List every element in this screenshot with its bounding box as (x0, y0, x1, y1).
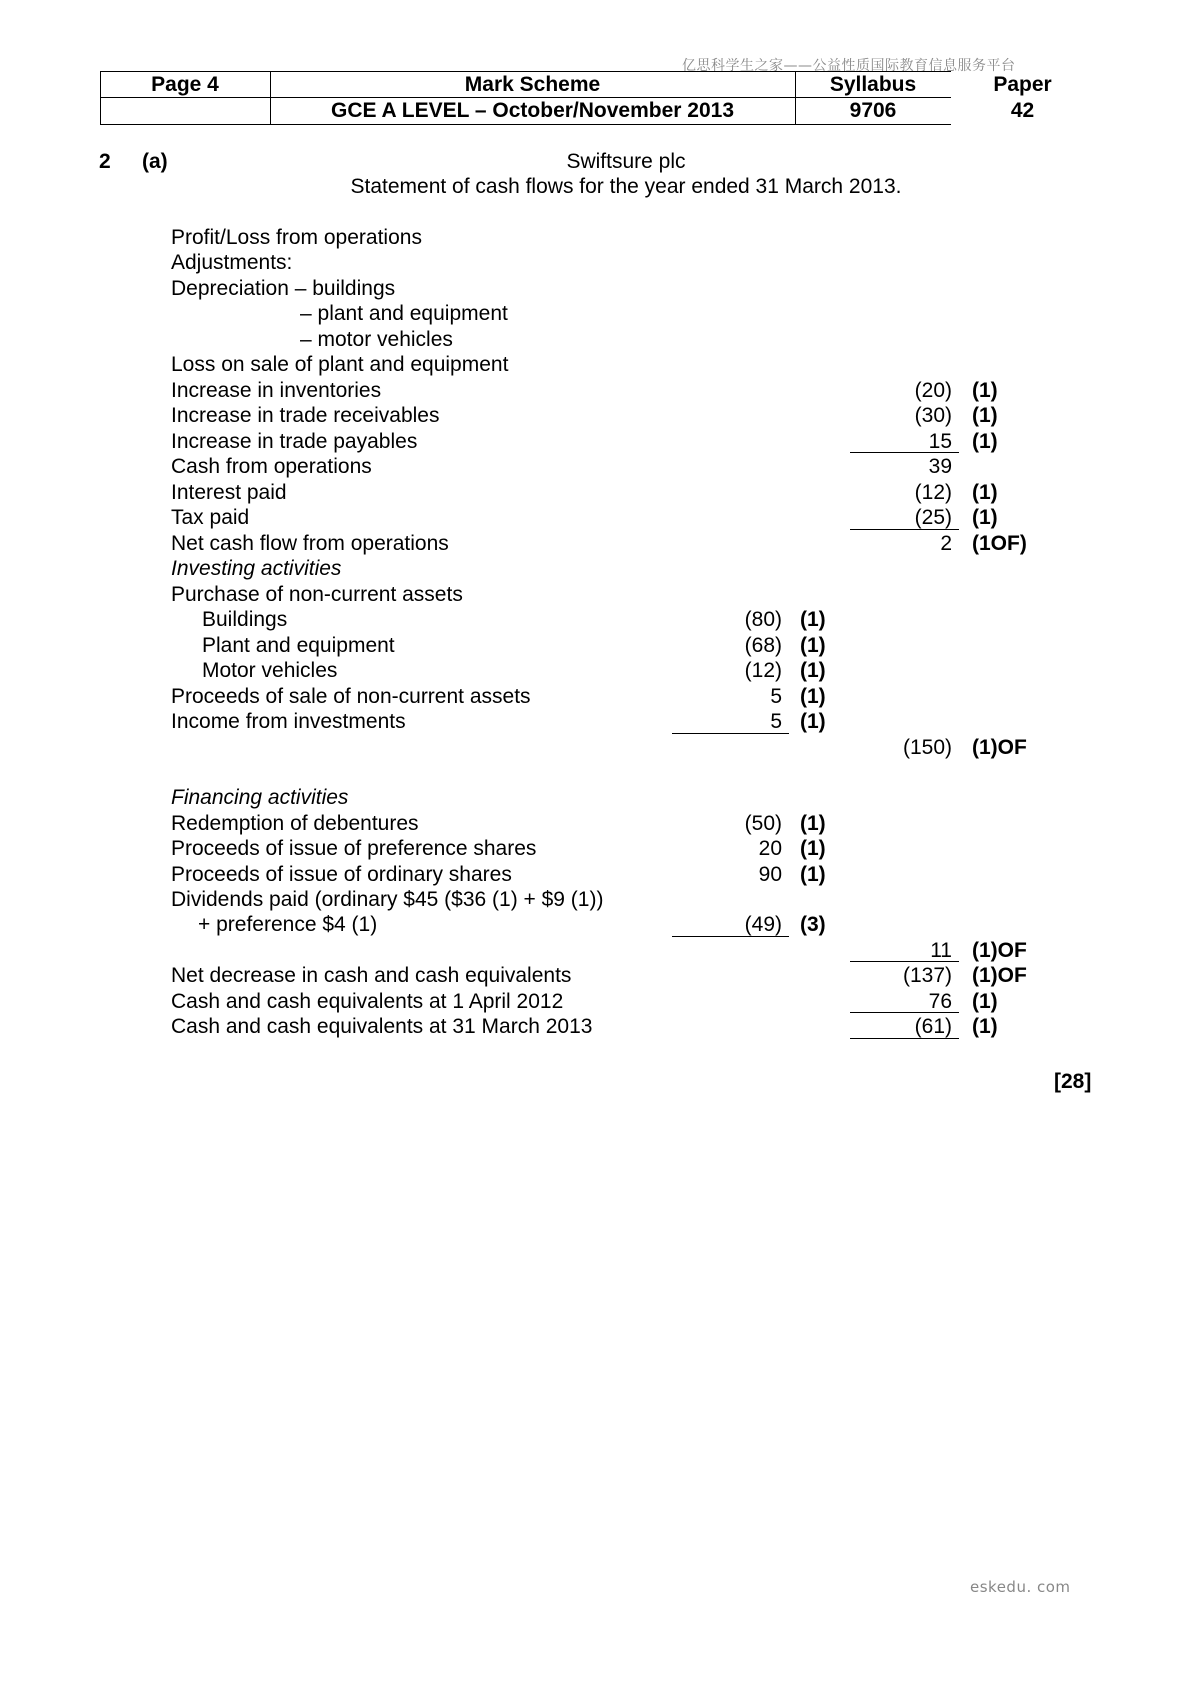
col1-value: (12) (744, 659, 782, 682)
row-label: Increase in inventories (171, 379, 382, 402)
header-page: Page 4 (151, 73, 219, 96)
col1-mark: (1) (800, 608, 826, 631)
col2-value: 11 (930, 939, 952, 962)
watermark-text: 亿思科学生之家——公益性质国际教育信息服务平台 (682, 58, 1016, 74)
row-label: Cash and cash equivalents at 31 March 2013 (171, 1015, 593, 1038)
col2-value: (137) (902, 964, 952, 987)
header-syllabus: 9706 (849, 99, 897, 122)
col2-value: (150) (902, 736, 952, 759)
row-label: Purchase of non-current assets (171, 583, 463, 606)
row-label: + preference $4 (1) (198, 913, 378, 936)
col2-mark: (1) (972, 430, 998, 453)
header-paper-label: Paper (993, 73, 1052, 96)
col2-mark: (1) (972, 404, 998, 427)
header-paper: 42 (1010, 99, 1035, 122)
col1-mark: (1) (800, 710, 826, 733)
col1-mark: (3) (800, 913, 826, 936)
row-label: Financing activities (171, 786, 349, 809)
col1-mark: (1) (800, 659, 826, 682)
col1-value: 5 (770, 685, 782, 708)
col2-mark: (1) (972, 506, 998, 529)
subtotal-rule (850, 1012, 959, 1013)
col1-mark: (1) (800, 634, 826, 657)
col2-value: (30) (914, 404, 952, 427)
col1-mark: (1) (800, 863, 826, 886)
row-label: Motor vehicles (202, 659, 338, 682)
footer-text: eskedu. com (970, 1578, 1071, 1596)
row-label: Cash and cash equivalents at 1 April 2012 (171, 990, 564, 1013)
row-label: Investing activities (171, 557, 342, 580)
question-part: (a) (142, 150, 168, 173)
row-label: Profit/Loss from operations (171, 226, 422, 249)
col2-value: (12) (914, 481, 952, 504)
row-label: Increase in trade receivables (171, 404, 440, 427)
subtotal-rule (850, 961, 959, 962)
subtotal-rule (850, 1038, 959, 1039)
row-label: Proceeds of issue of preference shares (171, 837, 537, 860)
row-label: Dividends paid (ordinary $45 ($36 (1) + $9 (1)) (171, 888, 604, 911)
header-syllabus-label: Syllabus (829, 73, 917, 96)
row-label: Redemption of debentures (171, 812, 419, 835)
col1-value: 20 (758, 837, 782, 860)
subtotal-rule (850, 529, 959, 530)
subtotal-rule (850, 452, 959, 453)
row-label: – motor vehicles (300, 328, 453, 351)
row-label: Buildings (202, 608, 288, 631)
row-label: Proceeds of sale of non-current assets (171, 685, 531, 708)
row-label: Net cash flow from operations (171, 532, 449, 555)
statement-title: Statement of cash flows for the year ended 31 March 2013. (350, 175, 902, 198)
col1-value: 5 (770, 710, 782, 733)
col2-mark: (1) (972, 481, 998, 504)
col2-value: 39 (928, 455, 952, 478)
col2-mark: (1)OF (972, 939, 1027, 962)
col2-value: 76 (928, 990, 952, 1013)
col2-value: 15 (928, 430, 952, 453)
row-label: Net decrease in cash and cash equivalents (171, 964, 572, 987)
row-label: Interest paid (171, 481, 287, 504)
row-label: – plant and equipment (300, 302, 508, 325)
col1-mark: (1) (800, 812, 826, 835)
col2-mark: (1)OF (972, 964, 1027, 987)
col1-value: (49) (744, 913, 782, 936)
subtotal-rule (672, 936, 789, 937)
row-label: Loss on sale of plant and equipment (171, 353, 509, 376)
col2-mark: (1) (972, 1015, 998, 1038)
company-name: Swiftsure plc (566, 150, 686, 173)
row-label: Increase in trade payables (171, 430, 418, 453)
col2-mark: (1OF) (972, 532, 1027, 555)
col2-mark: (1)OF (972, 736, 1027, 759)
total-marks: [28] (1054, 1070, 1092, 1093)
col2-value: (25) (914, 506, 952, 529)
row-label: Proceeds of issue of ordinary shares (171, 863, 512, 886)
header-exam: GCE A LEVEL – October/November 2013 (330, 99, 735, 122)
col2-value: (61) (914, 1015, 952, 1038)
row-label: Plant and equipment (202, 634, 395, 657)
col2-mark: (1) (972, 990, 998, 1013)
col1-value: 90 (758, 863, 782, 886)
row-label: Depreciation – buildings (171, 277, 396, 300)
row-label: Income from investments (171, 710, 406, 733)
col1-value: (50) (744, 812, 782, 835)
col1-mark: (1) (800, 685, 826, 708)
col1-value: (68) (744, 634, 782, 657)
col2-value: 2 (940, 532, 952, 555)
col1-mark: (1) (800, 837, 826, 860)
subtotal-rule (672, 733, 789, 734)
row-label: Tax paid (171, 506, 250, 529)
header-mark-scheme: Mark Scheme (464, 73, 601, 96)
row-label: Adjustments: (171, 251, 293, 274)
col2-value: (20) (914, 379, 952, 402)
row-label: Cash from operations (171, 455, 372, 478)
col2-mark: (1) (972, 379, 998, 402)
col1-value: (80) (744, 608, 782, 631)
question-number: 2 (99, 150, 111, 173)
